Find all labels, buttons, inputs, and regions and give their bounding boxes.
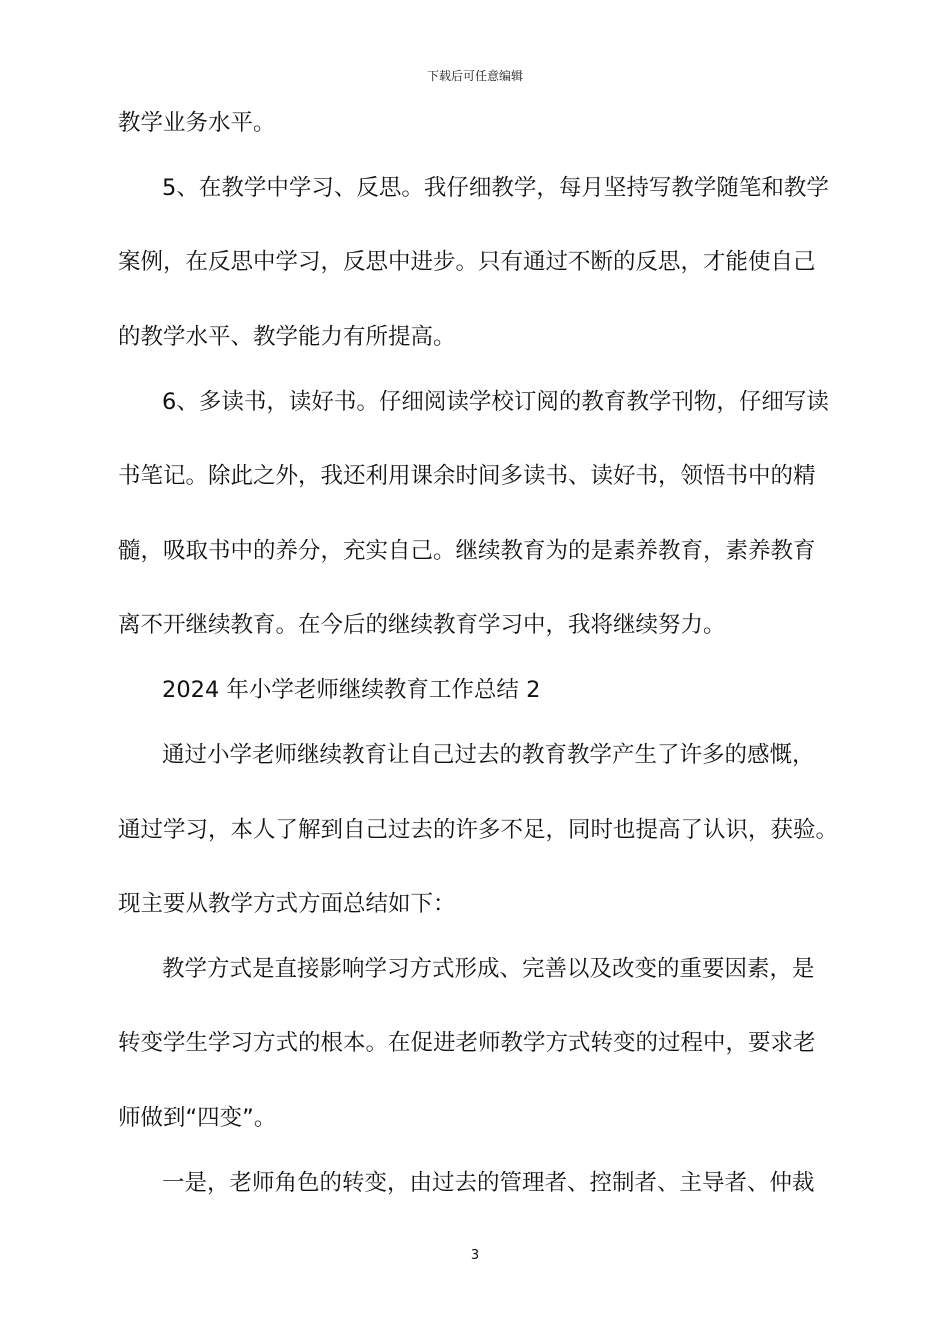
body-line: 髓，吸取书中的养分，充实自己。继续教育为的是素养教育，素养教育 — [118, 538, 816, 564]
body-line: 现主要从教学方式方面总结如下： — [118, 891, 456, 917]
body-line: 教学业务水平。 — [118, 110, 276, 136]
body-line: 通过学习，本人了解到自己过去的许多不足，同时也提高了认识，获验。 — [118, 817, 839, 843]
section-heading: 2024 年小学老师继续教育工作总结 2 — [162, 677, 541, 703]
page-number: 3 — [470, 1248, 480, 1263]
body-line: 案例，在反思中学习，反思中进步。只有通过不断的反思，才能使自己 — [118, 249, 816, 275]
body-line: 转变学生学习方式的根本。在促进老师教学方式转变的过程中，要求老 — [118, 1030, 816, 1056]
body-line: 6、多读书，读好书。仔细阅读学校订阅的教育教学刊物，仔细写读 — [162, 389, 829, 415]
body-line: 一是，老师角色的转变，由过去的管理者、控制者、主导者、仲裁 — [162, 1170, 815, 1196]
body-line: 5、在教学中学习、反思。我仔细教学，每月坚持写教学随笔和教学 — [162, 175, 829, 201]
body-line: 师做到“四变”。 — [118, 1105, 277, 1131]
body-line: 书笔记。除此之外，我还利用课余时间多读书、读好书，领悟书中的精 — [118, 463, 816, 489]
body-line: 的教学水平、教学能力有所提高。 — [118, 324, 456, 350]
page-header: 下载后可任意编辑 — [426, 69, 523, 83]
body-line: 通过小学老师继续教育让自己过去的教育教学产生了许多的感慨， — [162, 742, 815, 768]
body-line: 离不开继续教育。在今后的继续教育学习中，我将继续努力。 — [118, 612, 726, 638]
body-line: 教学方式是直接影响学习方式形成、完善以及改变的重要因素，是 — [162, 956, 815, 982]
